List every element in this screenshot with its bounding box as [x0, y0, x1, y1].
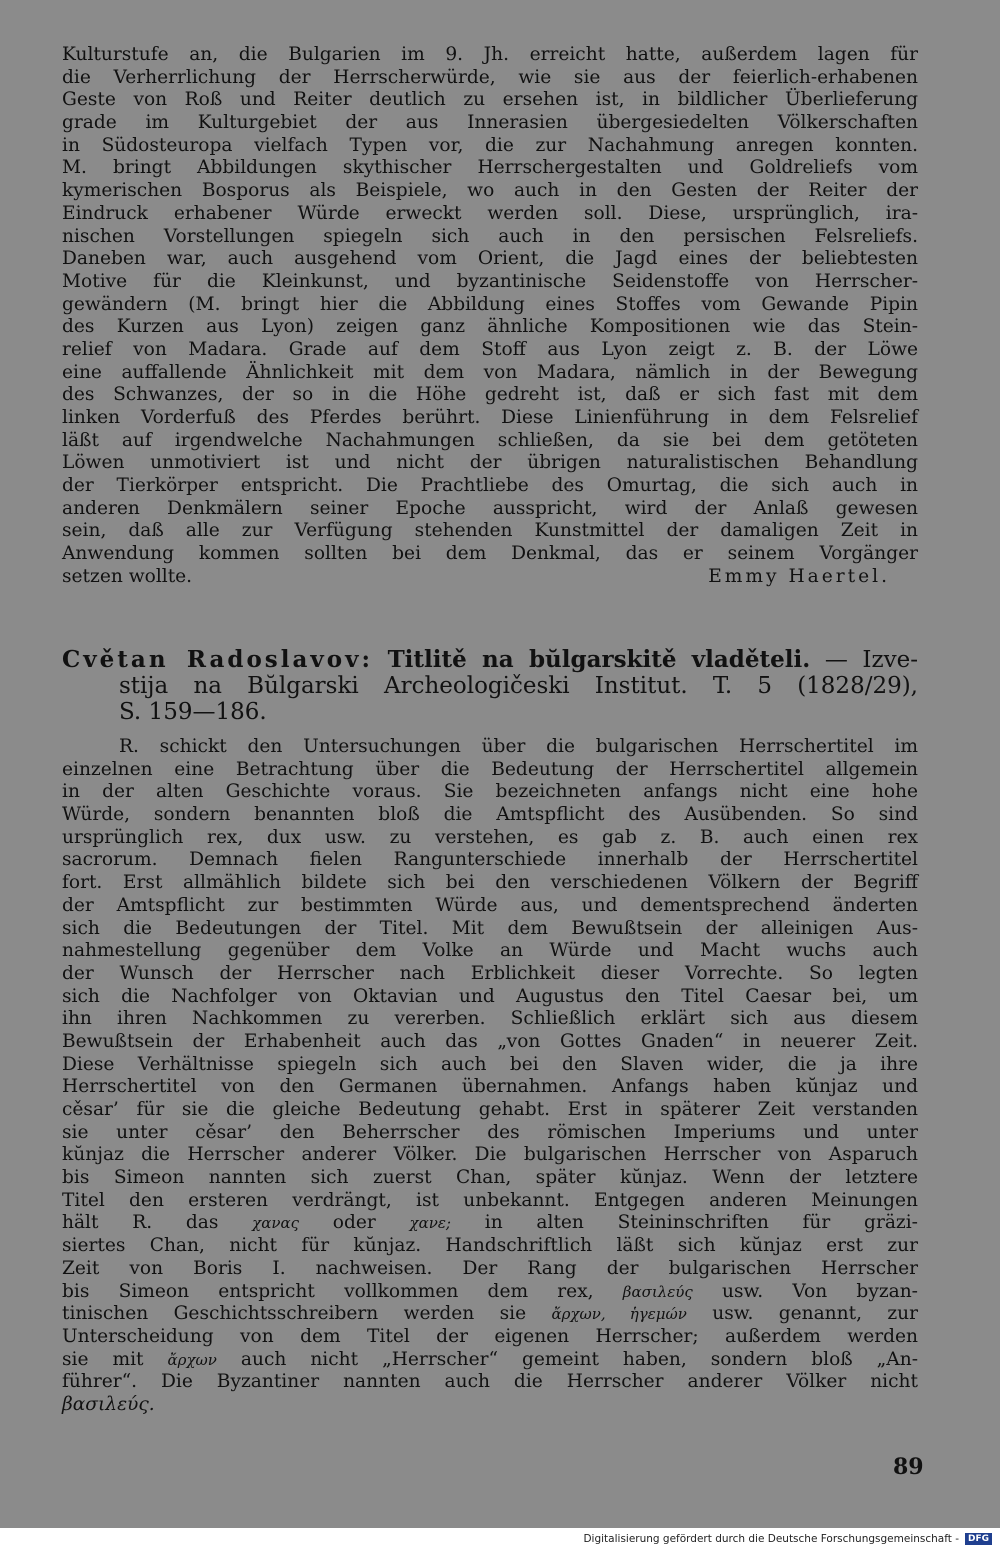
text-line: eine auffallende Ähnlichkeit mit dem von Madara, nämlich in der Bewegung	[62, 361, 918, 383]
text-line: die Verherrlichung der Herrscherwürde, wie sie aus der feierlich-erhabenen	[62, 66, 918, 88]
text-line: gewändern (M. bringt hier die Abbildung eines Stoffes vom Gewande Pipin	[62, 293, 918, 315]
text-line: läßt auf irgendwelche Nachahmungen schließen, da sie bei dem getöteten	[62, 429, 918, 451]
text-line: nahmestellung gegenüber dem Volke an Würde und Macht wuchs auch	[62, 940, 918, 962]
text-line: Titel den ersteren verdrängt, ist unbekannt. Entgegen anderen Meinungen	[62, 1189, 918, 1211]
text-span: auch nicht „Herrscher“ gemeint haben, sondern bloß „An-	[240, 1348, 918, 1370]
text-line: fort. Erst allmählich bildete sich bei den verschiedenen Völkern der Begriff	[62, 872, 918, 894]
text-line: führer“. Die Byzantiner nannten auch die Herrscher anderer Völker nicht	[62, 1371, 918, 1393]
text-line: siertes Chan, nicht für kŭnjaz. Handschriftlich läßt sich kŭnjaz erst zur	[62, 1235, 918, 1257]
text-line: sich die Nachfolger von Oktavian und Augustus den Titel Caesar bei, um	[62, 985, 918, 1007]
text-line: in Südosteuropa vielfach Typen vor, die zur Nachahmung anregen konnten.	[62, 134, 918, 156]
digitization-footer	[583, 1533, 992, 1545]
text-line: anderen Denkmälern seiner Epoche ausspricht, wird der Anlaß gewesen	[62, 497, 918, 519]
text-line: kymerischen Bosporus als Beispiele, wo auch in den Gesten der Reiter der	[62, 180, 918, 202]
text-line: einzelnen eine Betrachtung über die Bedeutung der Herrschertitel allgemein	[62, 758, 918, 780]
text-span: setzen wollte.	[62, 565, 193, 587]
review-author: Cvětan Radoslavov:	[62, 646, 373, 673]
reviewer-signature: Emmy Haertel.	[708, 565, 890, 587]
text-line-greek	[62, 1212, 918, 1235]
text-line: des Schwanzes, der so in die Höhe gedreht ist, daß er sich fast mit dem	[62, 384, 918, 406]
text-line: Eindruck erhabener Würde erweckt werden soll. Diese, ursprünglich, ira-	[62, 202, 918, 224]
text-line-greek	[62, 1349, 918, 1372]
heading-line-2: stija na Bŭlgarski Archeologičeski Institut. T. 5 (1828/29),	[119, 673, 918, 699]
text-line: sein, daß alle zur Verfügung stehenden Kunstmittel der damaligen Zeit in	[62, 520, 918, 542]
text-line: kŭnjaz die Herrscher anderer Völker. Die bulgarischen Herrscher von Asparuch	[62, 1144, 918, 1166]
text-line: Herrschertitel von den Germanen übernahmen. Anfangs haben kŭnjaz und	[62, 1076, 918, 1098]
footer-text: Digitalisierung gefördert durch die Deutsche Forschungsgemeinschaft -	[583, 1533, 959, 1545]
greek-word: ἄρχων	[167, 1350, 217, 1369]
greek-word: ἄρχων, ἡγεμών	[551, 1305, 687, 1324]
text-line: Diese Verhältnisse spiegeln sich auch bei den Slaven wider, die ja ihre	[62, 1053, 918, 1075]
text-span: usw. Von byzan-	[722, 1280, 918, 1302]
text-line: ursprünglich rex, dux usw. zu verstehen, es gab z. B. auch einen rex	[62, 826, 918, 848]
text-line: Anwendung kommen sollten bei dem Denkmal, das er seinem Vorgänger	[62, 543, 918, 565]
text-line: Bewußtsein der Erhabenheit auch das „von Gottes Gnaden“ in neuerer Zeit.	[62, 1030, 918, 1052]
text-line: Würde, sondern benannten bloß die Amtspflicht des Ausübenden. So sind	[62, 804, 918, 826]
text-line: nischen Vorstellungen spiegeln sich auch in den persischen Felsreliefs.	[62, 225, 918, 247]
heading-source-start: — Izve-	[824, 647, 919, 673]
review-1-text	[62, 44, 918, 589]
text-line: bis Simeon nannten sich zuerst Chan, später kŭnjaz. Wenn der letztere	[62, 1167, 918, 1189]
text-line: Motive für die Kleinkunst, und byzantinische Seidenstoffe von Herrscher-	[62, 270, 918, 292]
text-line: sich die Bedeutungen der Titel. Mit dem Bewußtsein der alleinigen Aus-	[62, 917, 918, 939]
text-line: der Tierkörper entspricht. Die Prachtliebe des Omurtag, die sich auch in	[62, 475, 918, 497]
dfg-logo: DFG	[965, 1533, 992, 1545]
greek-word: χανε;	[409, 1214, 451, 1233]
text-line: der Wunsch der Herrscher nach Erblichkeit dieser Vorrechte. So legten	[62, 962, 918, 984]
text-line: Kulturstufe an, die Bulgarien im 9. Jh. erreicht hatte, außerdem lagen für	[62, 44, 918, 65]
text-span: oder	[332, 1212, 376, 1234]
page-number: 89	[893, 1454, 924, 1480]
heading-line-3: S. 159—186.	[119, 699, 267, 725]
text-line: sacrorum. Demnach fielen Rangunterschiede innerhalb der Herrschertitel	[62, 849, 918, 871]
text-span: sie mit	[62, 1348, 144, 1370]
text-line: Löwen unmotiviert ist und nicht der übrigen naturalistischen Behandlung	[62, 452, 918, 474]
text-line: ihn ihren Nachkommen zu vererben. Schließlich erklärt sich aus diesem	[62, 1008, 918, 1030]
text-span: in alten Steininschriften für gräzi-	[484, 1212, 918, 1234]
text-line: Daneben war, auch ausgehend vom Orient, die Jagd eines der beliebtesten	[62, 248, 918, 270]
text-line-greek	[62, 1281, 918, 1304]
text-line: des Kurzen aus Lyon) zeigen ganz ähnliche Kompositionen wie das Stein-	[62, 316, 918, 338]
text-span: tinischen Geschichtsschreibern werden sie	[62, 1303, 527, 1325]
text-line: R. schickt den Untersuchungen über die bulgarischen Herrschertitel im	[119, 736, 918, 757]
greek-word: βασιλεύς	[622, 1282, 693, 1301]
review-2-heading	[62, 647, 918, 725]
text-line: der Amtspflicht zur bestimmten Würde aus, und dementsprechend änderten	[62, 894, 918, 916]
text-line: in der alten Geschichte voraus. Sie bezeichneten anfangs nicht eine hohe	[62, 781, 918, 803]
text-line: cěsar’ für sie die gleiche Bedeutung gehabt. Erst in späterer Zeit verstanden	[62, 1099, 918, 1120]
review-2-text	[62, 736, 918, 1417]
signature-line	[62, 566, 918, 589]
greek-word: χανας	[252, 1214, 300, 1233]
text-span: hält R. das	[62, 1212, 219, 1234]
text-span: bis Simeon entspricht vollkommen dem rex,	[62, 1280, 594, 1302]
text-line-greek	[62, 1303, 918, 1326]
text-line: linken Vorderfuß des Pferdes berührt. Diese Linienführung in dem Felsrelief	[62, 407, 918, 428]
review-title: Titlitě na bŭlgarskitě vladěteli.	[387, 646, 811, 673]
text-line: Unterscheidung von dem Titel der eigenen Herrscher; außerdem werden	[62, 1325, 918, 1347]
text-line: M. bringt Abbildungen skythischer Herrschergestalten und Goldreliefs vom	[62, 157, 918, 179]
text-line: Zeit von Boris I. nachweisen. Der Rang der bulgarischen Herrscher	[62, 1257, 918, 1279]
text-line: sie unter cěsar’ den Beherrscher des römischen Imperiums und unter	[62, 1121, 918, 1143]
text-line: Geste von Roß und Reiter deutlich zu ersehen ist, in bildlicher Überlieferung	[62, 89, 918, 111]
text-line: grade im Kulturgebiet der aus Innerasien übergesiedelten Völkerschaften	[62, 112, 918, 134]
text-span: usw. genannt, zur	[712, 1303, 919, 1325]
heading-line-1	[62, 647, 918, 673]
text-line: relief von Madara. Grade auf dem Stoff aus Lyon zeigt z. B. der Löwe	[62, 338, 918, 360]
text-line-greek: βασιλεύς.	[62, 1393, 155, 1415]
